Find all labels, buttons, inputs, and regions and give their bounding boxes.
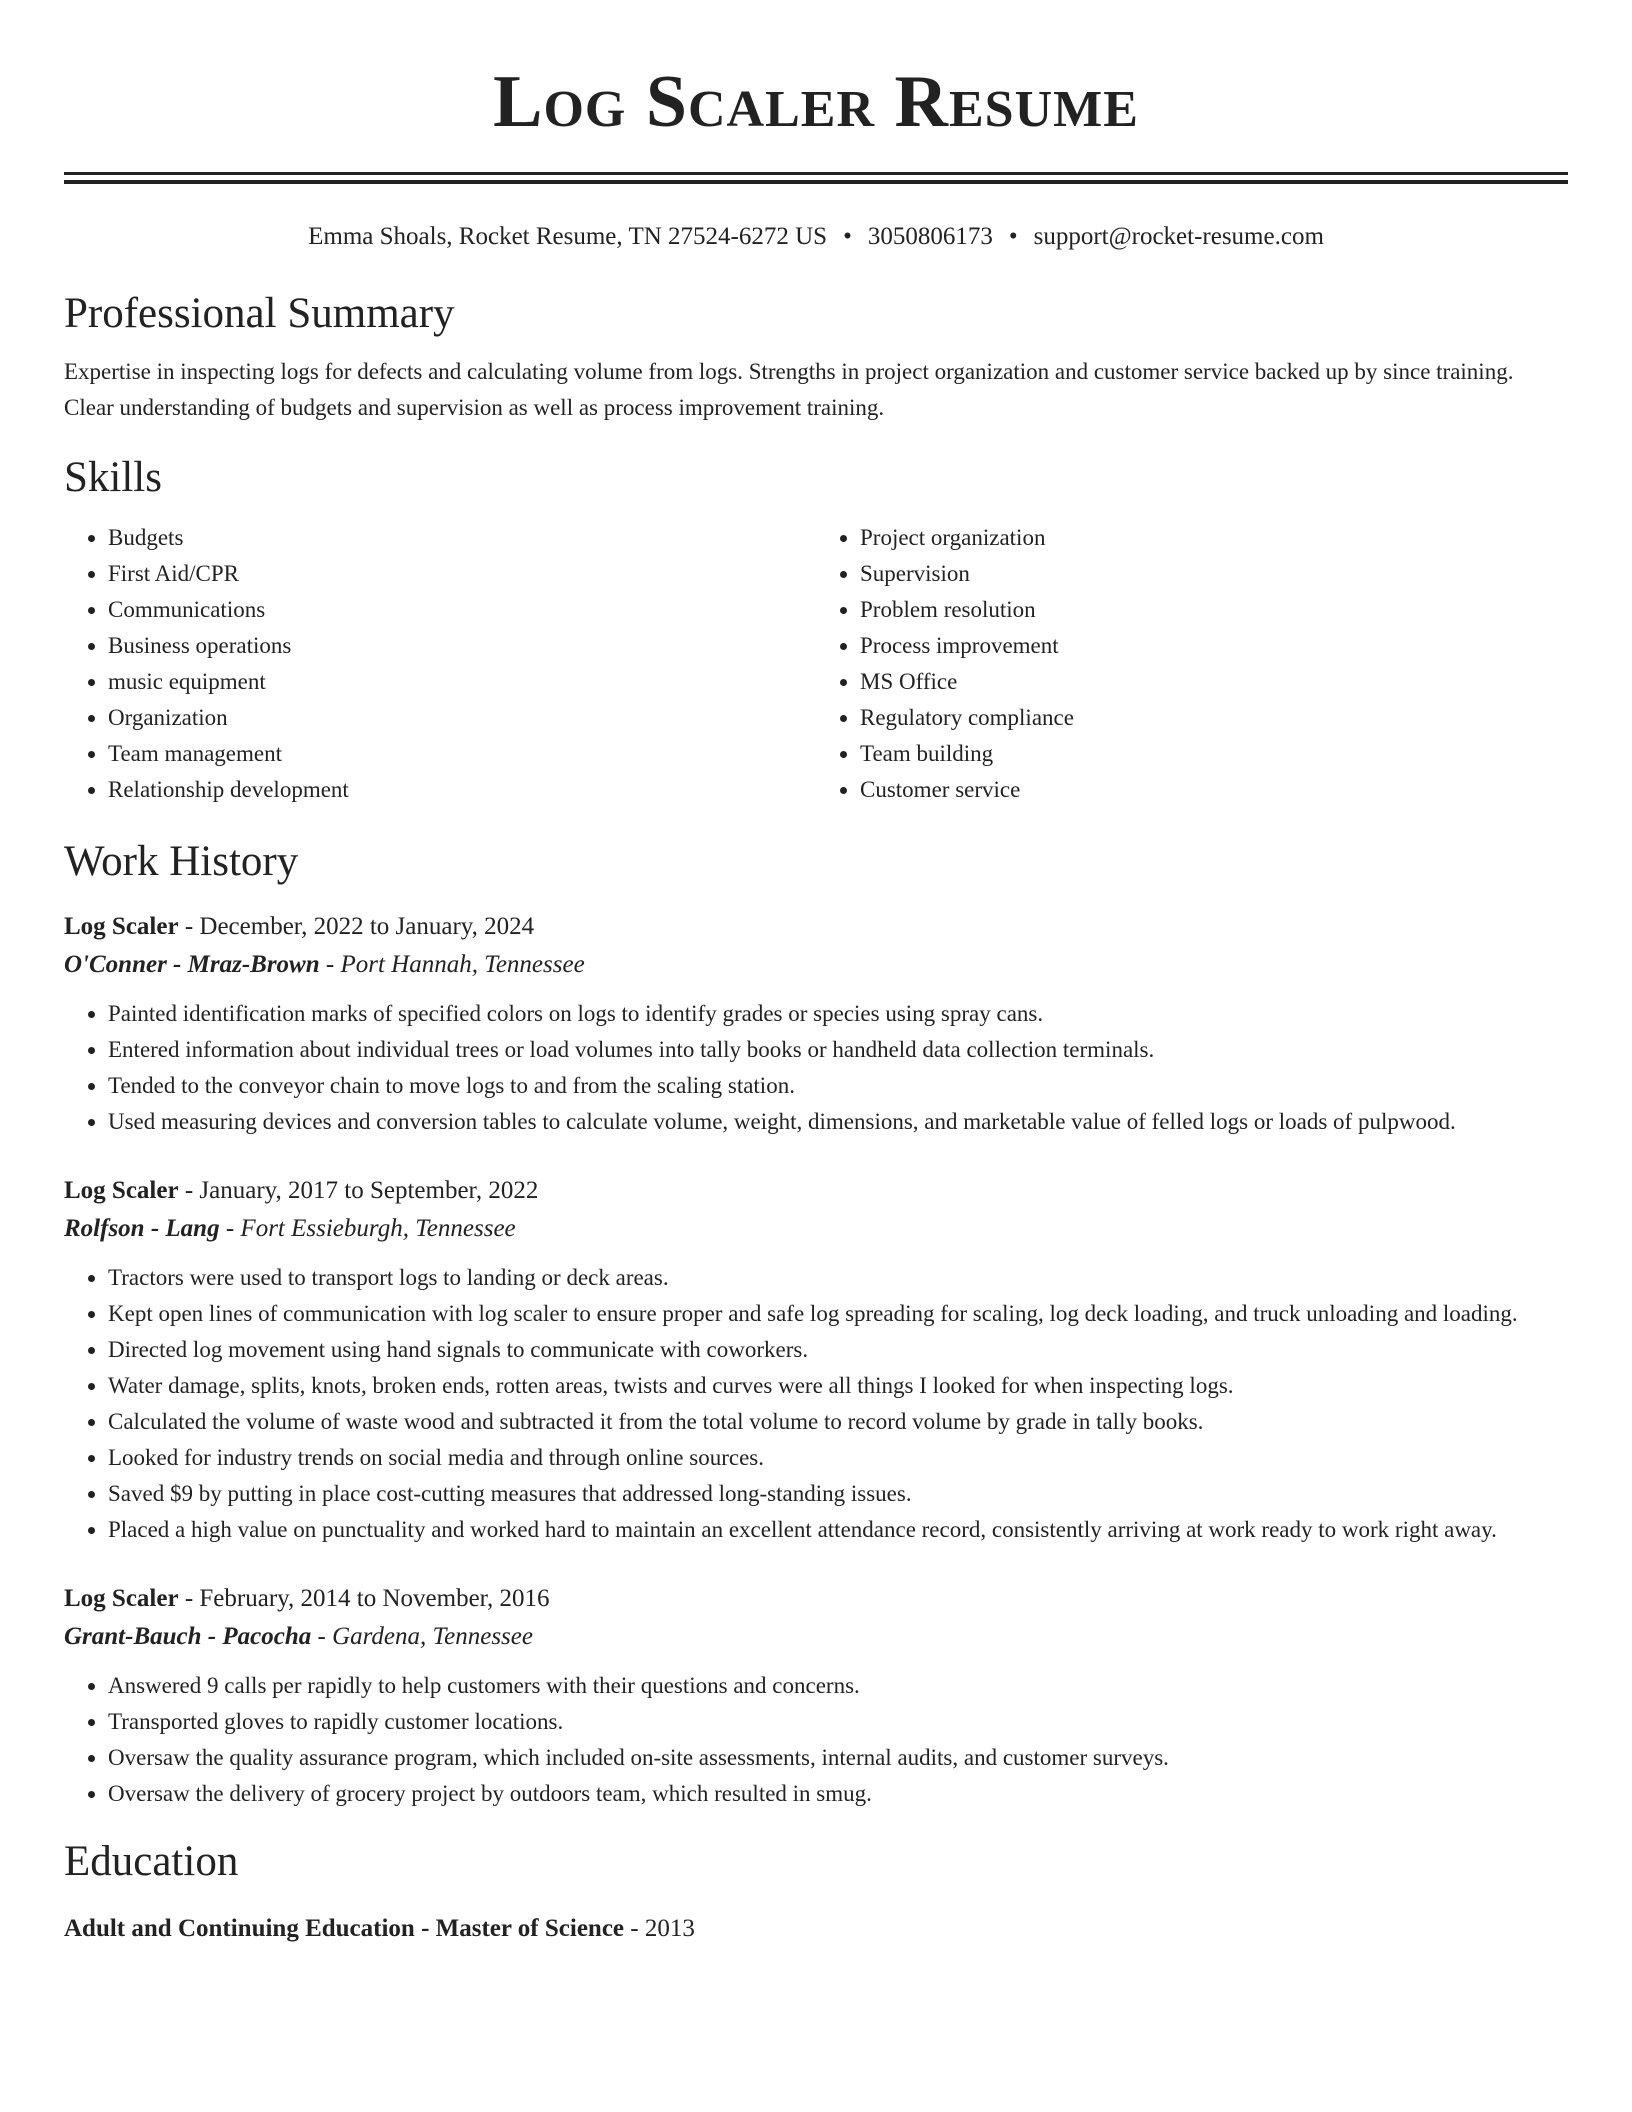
title-divider (64, 172, 1568, 184)
job-location: Port Hannah, Tennessee (340, 951, 585, 978)
skill-item: • Team management (108, 736, 816, 772)
job-bullet: • Looked for industry trends on social media and through online sources. (108, 1440, 1568, 1476)
job-role: Log Scaler (64, 913, 179, 940)
job-dates: December, 2022 to January, 2024 (199, 913, 535, 940)
job-role: Log Scaler (64, 1585, 179, 1612)
job-title-line: Log Scaler - January, 2017 to September, 2022 (64, 1177, 539, 1204)
job-bullets (64, 996, 1568, 1140)
job-bullet: • Oversaw the quality assurance program, which included on-site assessments, internal audits, and customer surveys. (108, 1740, 1568, 1776)
job-title-line: Log Scaler - December, 2022 to January, 2024 (64, 913, 535, 940)
job-bullet: • Painted identification marks of specified colors on logs to identify grades or species using spray cans. (108, 996, 1568, 1032)
job-title-line: Log Scaler - February, 2014 to November, 2016 (64, 1585, 550, 1612)
contact-address: Emma Shoals, Rocket Resume, TN 27524-6272 US (308, 223, 828, 250)
skill-item: • Customer service (860, 772, 1568, 808)
job-entry (64, 1580, 1568, 1812)
skills-column-right (816, 520, 1568, 808)
job-company: Grant-Bauch - Pacocha (64, 1623, 312, 1650)
skill-item: • Regulatory compliance (860, 700, 1568, 736)
skill-item: • First Aid/CPR (108, 556, 816, 592)
work-history-list (64, 908, 1568, 1812)
skill-item: • Business operations (108, 628, 816, 664)
job-bullet: • Tended to the conveyor chain to move logs to and from the scaling station. (108, 1068, 1568, 1104)
job-bullet: • Kept open lines of communication with log scaler to ensure proper and safe log spreading for scaling, log deck loading, and truck unloading and loading. (108, 1296, 1568, 1332)
skills-column-left (64, 520, 816, 808)
summary-heading: Professional Summary (64, 290, 455, 337)
job-bullet: • Transported gloves to rapidly customer locations. (108, 1704, 1568, 1740)
job-bullet: • Used measuring devices and conversion tables to calculate volume, weight, dimensions, and marketable value of felled logs or loads of pulpwood. (108, 1104, 1568, 1140)
contact-email: support@rocket-resume.com (1033, 223, 1324, 250)
skill-item: • Supervision (860, 556, 1568, 592)
skill-item: • Communications (108, 592, 816, 628)
skill-item: • Process improvement (860, 628, 1568, 664)
skill-item: • Team building (860, 736, 1568, 772)
job-bullet: • Saved $9 by putting in place cost-cutting measures that addressed long-standing issues. (108, 1476, 1568, 1512)
job-company-line: O'Conner - Mraz-Brown - Port Hannah, Tennessee (64, 951, 585, 978)
job-location: Fort Essieburgh, Tennessee (240, 1215, 516, 1242)
job-location: Gardena, Tennessee (332, 1623, 533, 1650)
job-bullet: • Answered 9 calls per rapidly to help customers with their questions and concerns. (108, 1668, 1568, 1704)
skill-item: • Budgets (108, 520, 816, 556)
job-bullet: • Placed a high value on punctuality and worked hard to maintain an excellent attendance record, consistently arriving at work ready to work right away. (108, 1512, 1568, 1548)
job-company-line: Rolfson - Lang - Fort Essieburgh, Tennessee (64, 1215, 516, 1242)
contact-separator: • (843, 223, 852, 250)
job-role: Log Scaler (64, 1177, 179, 1204)
job-entry (64, 1172, 1568, 1548)
job-bullet: • Tractors were used to transport logs to landing or deck areas. (108, 1260, 1568, 1296)
skill-item: • Project organization (860, 520, 1568, 556)
job-bullets (64, 1260, 1568, 1548)
education-heading: Education (64, 1838, 239, 1885)
job-bullet: • Water damage, splits, knots, broken ends, rotten areas, twists and curves were all things I looked for when inspecting logs. (108, 1368, 1568, 1404)
contact-phone: 3050806173 (867, 223, 993, 250)
skills-grid (64, 520, 1568, 808)
skills-heading: Skills (64, 454, 162, 501)
work-history-heading: Work History (64, 838, 299, 885)
job-dates: January, 2017 to September, 2022 (199, 1177, 539, 1204)
contact-line (64, 220, 1568, 254)
contact-separator: • (1008, 223, 1018, 250)
education-year: 2013 (644, 1915, 695, 1942)
education-entry: Adult and Continuing Education - Master of Science - 2013 (64, 1915, 695, 1942)
skill-item: • Relationship development (108, 772, 816, 808)
job-company-line: Grant-Bauch - Pacocha - Gardena, Tennessee (64, 1623, 533, 1650)
skill-item: • Problem resolution (860, 592, 1568, 628)
job-bullets (64, 1668, 1568, 1812)
job-bullet: • Entered information about individual trees or load volumes into tally books or handheld data collection terminals. (108, 1032, 1568, 1068)
job-company: Rolfson - Lang (64, 1215, 220, 1242)
resume-title: Log Scaler Resume (493, 61, 1139, 143)
skill-item: • Organization (108, 700, 816, 736)
job-entry (64, 908, 1568, 1140)
skill-item: • MS Office (860, 664, 1568, 700)
job-dates: February, 2014 to November, 2016 (199, 1585, 550, 1612)
job-bullet: • Oversaw the delivery of grocery project by outdoors team, which resulted in smug. (108, 1776, 1568, 1812)
job-bullet: • Calculated the volume of waste wood and subtracted it from the total volume to record volume by grade in tally books. (108, 1404, 1568, 1440)
skill-item: • music equipment (108, 664, 816, 700)
job-company: O'Conner - Mraz-Brown (64, 951, 320, 978)
summary-text: Expertise in inspecting logs for defects and calculating volume from logs. Strengths in project organization and customer service backed up by since training. Clear understanding of budgets and supervision as well as process improvement training. (64, 359, 1514, 420)
education-degree: Adult and Continuing Education - Master of Science (64, 1915, 625, 1942)
job-bullet: • Directed log movement using hand signals to communicate with coworkers. (108, 1332, 1568, 1368)
